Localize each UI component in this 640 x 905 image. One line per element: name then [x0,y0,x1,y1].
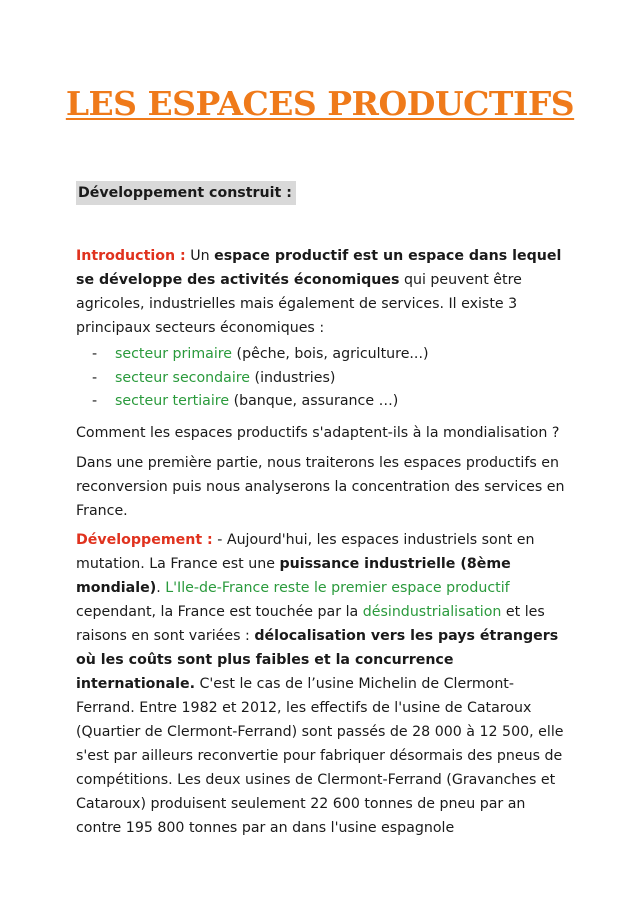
sector-list [92,343,428,414]
sector-detail: (pêche, bois, agriculture...) [232,346,429,362]
development-label: Développement : [76,532,213,548]
sector-name: secteur secondaire [115,369,251,386]
intro-text-1: Un [185,248,215,264]
development-paragraph [76,528,566,840]
sector-name: secteur tertiaire [115,393,230,409]
intro-text-2: qui peuvent être agricoles, industrielles mais également de services. Il existe 3 principaux secteurs économiques : [76,272,522,336]
problematic-question: Comment les espaces productifs s'adaptent-ils à la mondialisation ? [76,425,560,441]
intro-label: Introduction : [76,248,186,264]
dev-text-3: cependant, la France est touchée par la [76,604,363,620]
document-title: LES ESPACES PRODUCTIFS [65,84,575,123]
dev-text-4: et les raisons en sont variées : [76,604,545,644]
dev-bold-1: puissance industrielle (8ème mondiale) [76,556,511,596]
sector-item [92,390,428,414]
sector-name: secteur primaire [115,346,233,362]
list-dash: - [92,369,98,386]
sector-detail: (banque, assurance …) [229,393,399,409]
sector-detail: (industries) [250,369,336,386]
section-heading: Développement construit : [76,181,296,205]
dev-green-1: L'Ile-de-France reste le premier espace productif [165,580,510,596]
intro-bold-1: espace productif est un espace dans lequel se développe des activités économiques [76,248,562,288]
introduction-paragraph [76,244,566,340]
dev-green-2: désindustrialisation [362,604,502,620]
sector-item [92,343,428,367]
sector-item [92,367,428,391]
list-dash: - [92,393,98,409]
dev-text-5: C'est le cas de l’usine Michelin de Clermont-Ferrand. Entre 1982 et 2012, les effectifs de l'usine de Cataroux (Quartier de Clermont-Ferrand) sont passés de 28 000 à 12 500, elle s'est par ailleurs reconvertie pour fabriquer désormais des pneus de compétitions. Les deux usines de Clermont-Ferrand (Gravanches et Cataroux) produisent seulement 22 600 tonnes de pneu par an contre 195 800 tonnes par an dans l'usine espagnole [76,676,564,836]
dev-text-1: - Aujourd'hui, les espaces industriels sont en mutation. La France est une [76,532,535,572]
dev-bold-2: délocalisation vers les pays étrangers où les coûts sont plus faibles et la concurrence internationale. [76,628,559,692]
dev-text-2: . [156,580,166,596]
plan-paragraph: Dans une première partie, nous traiterons les espaces productifs en reconversion puis nous analyserons la concentration des services en France. [76,455,565,519]
list-dash: - [92,346,98,362]
